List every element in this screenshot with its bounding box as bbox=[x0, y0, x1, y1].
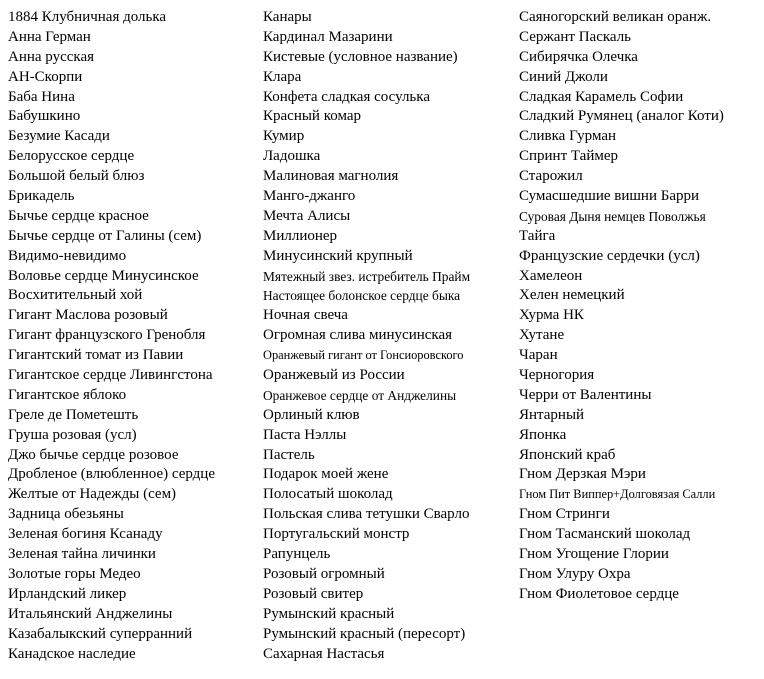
variety-item: Мечта Алисы bbox=[263, 207, 351, 224]
variety-item: Зеленая тайна личинки bbox=[8, 546, 156, 563]
variety-item: Ночная свеча bbox=[263, 307, 348, 324]
variety-item: Кистевые (условное название) bbox=[263, 48, 458, 65]
variety-item: Гигантский томат из Павии bbox=[8, 347, 184, 364]
variety-item: Джо бычье сердце розовое bbox=[8, 446, 179, 463]
variety-item: 1884 Клубничная долька bbox=[8, 9, 167, 25]
variety-item: Польская слива тетушки Сварло bbox=[263, 506, 470, 523]
variety-item: Минусинский крупный bbox=[263, 247, 413, 264]
variety-item: Гном Фиолетовое сердце bbox=[519, 585, 679, 602]
variety-item: Большой белый блюз bbox=[8, 168, 145, 185]
variety-item: Сливка Гурман bbox=[519, 128, 617, 145]
variety-item: Гигант французского Гренобля bbox=[8, 327, 206, 344]
variety-item: Сибирячка Олечка bbox=[519, 48, 638, 65]
variety-item: Греле де Пометешть bbox=[8, 406, 139, 423]
variety-item: Бычье сердце от Галины (сем) bbox=[8, 227, 202, 244]
variety-item: Оранжевый гигант от Гонсиоровского bbox=[263, 348, 464, 363]
variety-item: Миллионер bbox=[263, 227, 338, 244]
variety-item: Мятежный звез. истребитель Прайм bbox=[263, 268, 471, 284]
variety-item: Белорусское сердце bbox=[8, 148, 135, 165]
variety-item: Дробленое (влюбленное) сердце bbox=[8, 466, 215, 483]
variety-item: Хамелеон bbox=[519, 267, 583, 284]
variety-item: Желтые от Надежды (сем) bbox=[8, 486, 177, 503]
variety-item: Розовый огромный bbox=[263, 565, 385, 582]
variety-item: Баба Нина bbox=[8, 88, 75, 105]
variety-item: Старожил bbox=[519, 168, 583, 185]
variety-item: Подарок моей жене bbox=[263, 466, 389, 483]
variety-item: Гном Пит Виппер+Долговязая Салли bbox=[519, 487, 716, 502]
variety-item: Безумие Касади bbox=[8, 128, 110, 145]
variety-item: Гном Улуру Охра bbox=[519, 565, 631, 582]
variety-item: Восхитительный хой bbox=[8, 287, 143, 304]
variety-item: Румынский красный bbox=[263, 605, 395, 622]
variety-item: Груша розовая (усл) bbox=[8, 426, 137, 443]
variety-item: Оранжевое сердце от Анджелины bbox=[263, 387, 457, 403]
variety-item: Сладкая Карамель Софии bbox=[519, 88, 684, 105]
variety-item: Полосатый шоколад bbox=[263, 486, 393, 503]
variety-item: Ирландский ликер bbox=[8, 585, 127, 602]
variety-item: Ладошка bbox=[263, 148, 321, 165]
variety-item: Анна Герман bbox=[8, 28, 91, 45]
variety-item: Конфета сладкая сосулька bbox=[263, 88, 430, 105]
variety-item: АН-Скорпи bbox=[8, 68, 83, 85]
variety-item: Бычье сердце красное bbox=[8, 207, 149, 224]
variety-item: Брикадель bbox=[8, 188, 75, 205]
variety-column-2 bbox=[263, 8, 513, 664]
variety-item: Задница обезьяны bbox=[8, 506, 124, 523]
variety-item: Рапунцель bbox=[263, 546, 331, 563]
variety-item: Французские сердечки (усл) bbox=[519, 247, 700, 264]
variety-item: Японка bbox=[519, 426, 567, 443]
variety-item: Гном Тасманский шоколад bbox=[519, 526, 691, 543]
variety-item: Огромная слива минусинская bbox=[263, 327, 453, 344]
variety-item: Суровая Дыня немцев Поволжья bbox=[519, 208, 706, 224]
variety-item: Настоящее болонское сердце быка bbox=[263, 288, 461, 304]
variety-item: Тайга bbox=[519, 227, 556, 244]
variety-item: Сержант Паскаль bbox=[519, 28, 632, 45]
variety-item: Сахарная Настасья bbox=[263, 645, 385, 662]
variety-item: Гигант Маслова розовый bbox=[8, 307, 168, 324]
variety-item: Кумир bbox=[263, 128, 305, 145]
variety-item: Сумасшедшие вишни Барри bbox=[519, 188, 700, 205]
variety-item: Черри от Валентины bbox=[519, 386, 652, 403]
variety-item: Кардинал Мазарини bbox=[263, 28, 393, 45]
variety-item: Итальянский Анджелины bbox=[8, 605, 173, 622]
variety-item: Оранжевый из России bbox=[263, 367, 405, 384]
variety-item: Гном Дерзкая Мэри bbox=[519, 466, 646, 483]
variety-item: Чаран bbox=[519, 347, 558, 364]
variety-item: Пастель bbox=[263, 446, 315, 463]
variety-item: Паста Нэллы bbox=[263, 426, 347, 443]
variety-item: Янтарный bbox=[519, 406, 585, 423]
variety-item: Японский краб bbox=[519, 446, 616, 463]
variety-item: Видимо-невидимо bbox=[8, 247, 127, 264]
variety-item: Гном Угощение Глории bbox=[519, 546, 669, 563]
variety-item: Гигантское яблоко bbox=[8, 386, 127, 403]
variety-item: Саяногорский великан оранж. bbox=[519, 9, 712, 25]
variety-item: Сладкий Румянец (аналог Коти) bbox=[519, 108, 724, 125]
variety-item: Черногория bbox=[519, 367, 595, 384]
variety-column-1 bbox=[8, 8, 258, 664]
variety-item: Золотые горы Медео bbox=[8, 565, 141, 582]
variety-item: Канадское наследие bbox=[8, 645, 136, 662]
variety-item: Воловье сердце Минусинское bbox=[8, 267, 199, 284]
variety-item: Синий Джоли bbox=[519, 68, 608, 85]
variety-item: Розовый свитер bbox=[263, 585, 364, 602]
variety-item: Манго-джанго bbox=[263, 188, 356, 205]
variety-item: Португальский монстр bbox=[263, 526, 410, 543]
variety-item: Анна русская bbox=[8, 48, 95, 65]
variety-item: Бабушкино bbox=[8, 108, 81, 125]
variety-item: Румынский красный (пересорт) bbox=[263, 625, 466, 642]
variety-item: Орлиный клюв bbox=[263, 406, 360, 423]
variety-item: Канары bbox=[263, 9, 312, 25]
variety-item: Хутане bbox=[519, 327, 565, 344]
variety-item: Гигантское сердце Ливингстона bbox=[8, 367, 213, 384]
variety-item: Хурма НК bbox=[519, 307, 584, 324]
variety-item: Малиновая магнолия bbox=[263, 168, 399, 185]
variety-item: Спринт Таймер bbox=[519, 148, 619, 165]
variety-column-3 bbox=[519, 8, 764, 605]
variety-item: Красный комар bbox=[263, 108, 361, 125]
variety-item: Зеленая богиня Ксанаду bbox=[8, 526, 163, 543]
variety-item: Хелен немецкий bbox=[519, 287, 625, 304]
variety-item: Клара bbox=[263, 68, 302, 85]
variety-item: Гном Стринги bbox=[519, 506, 610, 523]
variety-item: Казабалыкский суперранний bbox=[8, 625, 193, 642]
